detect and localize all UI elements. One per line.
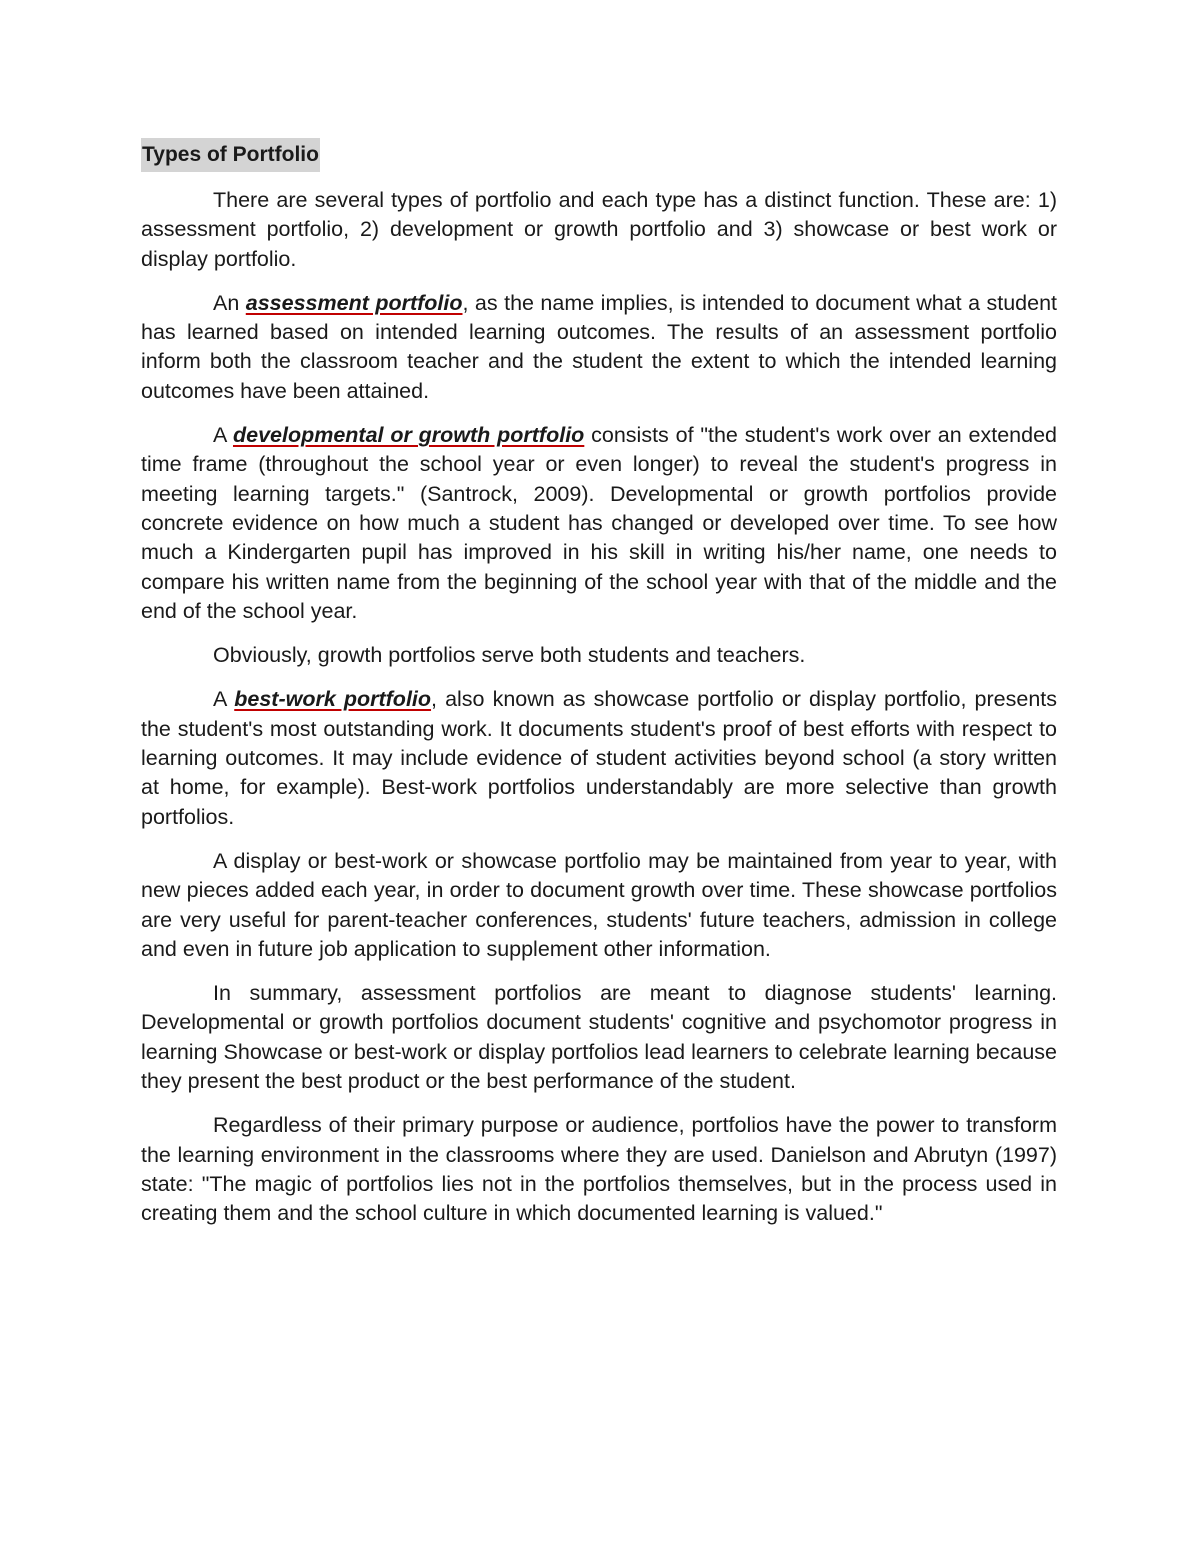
document-page — [141, 138, 1057, 1244]
intro-paragraph: There are several types of portfolio and each type has a distinct function. These are: 1) assessment portfolio, 2) development or growth portfolio and 3) showcase or best work or display portfolio. — [141, 188, 1057, 271]
term-best-work-portfolio: best-work portfolio — [234, 687, 432, 712]
conclusion-paragraph: Regardless of their primary purpose or audience, portfolios have the power to transform the learning environment in the classrooms where they are used. Danielson and Abrutyn (1997) state: "The magic of portfolios lies not in the portfolios themselves, but in the process used in creating them and the school culture in which documented learning is valued." — [141, 1113, 1057, 1226]
paragraph-lead: An — [213, 290, 246, 315]
growth-portfolio-note-paragraph: Obviously, growth portfolios serve both students and teachers. — [213, 643, 806, 668]
assessment-portfolio-paragraph — [141, 289, 1057, 406]
showcase-portfolio-paragraph: A display or best-work or showcase portfolio may be maintained from year to year, with new pieces added each year, in order to document growth over time. These showcase portfolios are very useful for parent-teacher conferences, students' future teachers, admission in college and even in future job application to supplement other information. — [141, 848, 1057, 961]
paragraph-body: consists of "the student's work over an extended time frame (throughout the school year or even longer) to reveal the student's progress in meeting learning targets." (Santrock, 2009). Developmental or growth portfolios provide concrete evidence on how much a student has changed or developed over time. To see how much a Kindergarten pupil has improved in his skill in writing his/her name, one needs to compare his written name from the beginning of the school year with that of the middle and the end of the school year. — [141, 423, 1057, 623]
developmental-portfolio-paragraph — [141, 421, 1057, 626]
summary-paragraph: In summary, assessment portfolios are meant to diagnose students' learning. Developmental or growth portfolios document students' cognitive and psychomotor progress in learning Showcase or best-work or display portfolios lead learners to celebrate learning because they present the best product or the best performance of the student. — [141, 981, 1057, 1094]
term-assessment-portfolio: assessment portfolio — [245, 290, 463, 315]
document-title: Types of Portfolio — [141, 138, 320, 172]
term-developmental-portfolio: developmental or growth portfolio — [232, 423, 585, 448]
paragraph-lead: A — [213, 423, 233, 448]
paragraph-lead: A — [213, 687, 235, 712]
best-work-portfolio-paragraph — [141, 685, 1057, 831]
paragraph-body: , also known as showcase portfolio or display portfolio, presents the student's most outstanding work. It documents student's proof of best efforts with respect to learning outcomes. It may include evidence of student activities beyond school (a story written at home, for example). Best-work portfolios understandably are more selective than growth portfolios. — [141, 687, 1058, 829]
paragraph-body: , as the name implies, is intended to document what a student has learned based on intended learning outcomes. The results of an assessment portfolio inform both the classroom teacher and the student the extent to which the intended learning outcomes have been attained. — [141, 290, 1058, 403]
